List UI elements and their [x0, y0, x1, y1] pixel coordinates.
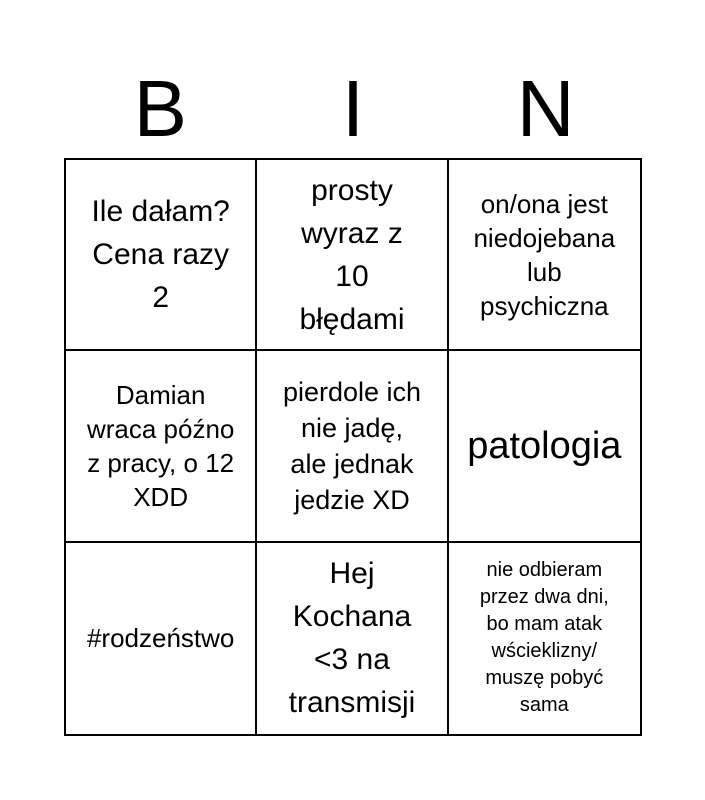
bingo-cell-text: on/ona jest niedojebana lub psychiczna	[473, 188, 616, 321]
bingo-cell-text: nie odbieram przez dwa dni, bo mam atak wścieklizny/ muszę pobyć sama	[479, 559, 609, 717]
bingo-header	[64, 60, 642, 158]
header-letter-n: N	[516, 64, 575, 153]
bingo-cell-text: patologia	[467, 424, 622, 467]
bingo-cell-text: #rodzeństwo	[86, 623, 235, 654]
bingo-cell-text: prosty wyraz z 10 błędami	[299, 173, 405, 336]
bingo-cell-5[interactable]	[257, 351, 448, 542]
bingo-cell-1[interactable]	[66, 160, 257, 351]
bingo-cell-text: Hej Kochana <3 na transmisji	[288, 557, 416, 720]
bingo-cell-text: Damian wraca późno z pracy, o 12 XDD	[86, 379, 235, 512]
bingo-cell-7[interactable]	[66, 543, 257, 734]
bingo-cell-text: pierdole ich nie jadę, ale jednak jedzie XD	[282, 376, 422, 515]
bingo-cell-9[interactable]	[449, 543, 640, 734]
header-letter-i: I	[341, 64, 365, 153]
bingo-cell-2[interactable]	[257, 160, 448, 351]
bingo-cell-4[interactable]	[66, 351, 257, 542]
bingo-cell-8[interactable]	[257, 543, 448, 734]
bingo-cell-3[interactable]	[449, 160, 640, 351]
bingo-cell-text: Ile dałam? Cena razy 2	[91, 195, 230, 315]
bingo-cell-6[interactable]	[449, 351, 640, 542]
header-letter-b: B	[133, 64, 187, 153]
bingo-grid	[64, 158, 642, 736]
